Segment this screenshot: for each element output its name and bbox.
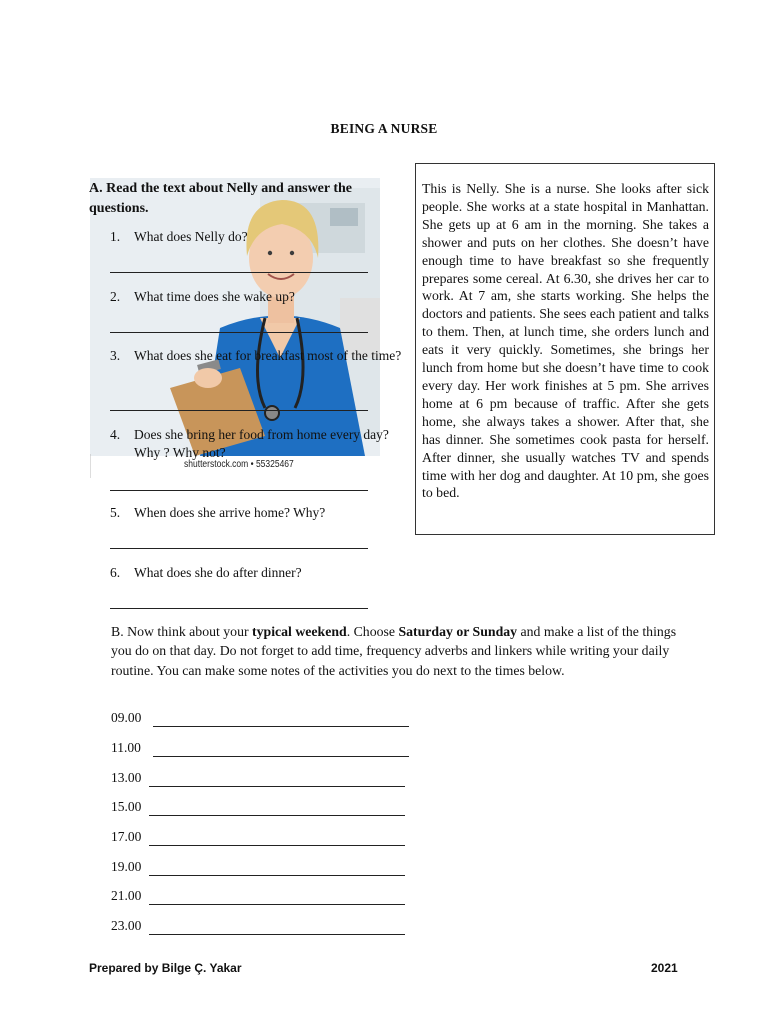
question-number: 2. xyxy=(110,289,121,304)
section-b-text: B. Now think about your xyxy=(111,624,253,639)
answer-line[interactable] xyxy=(110,608,368,609)
time-row xyxy=(111,740,431,760)
time-label: 23.00 xyxy=(111,918,142,933)
time-row xyxy=(111,799,431,819)
section-b-bold: Saturday or Sunday xyxy=(398,624,518,639)
time-label: 11.00 xyxy=(111,740,141,755)
question-number: 1. xyxy=(110,229,121,244)
time-row xyxy=(111,918,431,938)
answer-line[interactable] xyxy=(110,548,368,549)
question-number: 6. xyxy=(110,565,121,580)
time-label: 13.00 xyxy=(111,770,142,785)
section-b-bold: typical weekend xyxy=(252,624,347,639)
question-number: 3. xyxy=(110,348,121,363)
time-row xyxy=(111,859,431,879)
question-text: What does Nelly do? xyxy=(134,229,248,244)
answer-line[interactable] xyxy=(110,332,368,333)
section-a-heading: A. Read the text about Nelly and answer the questions. xyxy=(89,181,353,216)
question-text: What time does she wake up? xyxy=(134,289,295,304)
question-text: When does she arrive home? Why? xyxy=(134,505,326,520)
reading-text-box xyxy=(415,163,715,535)
time-answer-line[interactable] xyxy=(149,845,405,846)
time-answer-line[interactable] xyxy=(153,756,409,757)
time-answer-line[interactable] xyxy=(153,726,409,727)
time-row xyxy=(111,829,431,849)
time-label: 19.00 xyxy=(111,859,142,874)
document-title: BEING A NURSE xyxy=(330,121,438,136)
time-answer-line[interactable] xyxy=(149,815,405,816)
question-text: What does she eat for breakfast most of the time? xyxy=(134,348,402,363)
time-label: 21.00 xyxy=(111,888,142,903)
time-row xyxy=(111,888,431,908)
question-text: What does she do after dinner? xyxy=(134,565,302,580)
time-answer-line[interactable] xyxy=(149,786,405,787)
question-text: Does she bring her food from home every day? Why ? Why not? xyxy=(134,427,389,460)
time-row xyxy=(111,770,431,790)
time-answer-line[interactable] xyxy=(149,875,405,876)
time-row xyxy=(111,710,431,730)
section-b-text: . Choose xyxy=(346,624,399,639)
answer-line[interactable] xyxy=(110,272,368,273)
section-b-text: and make a list of the things you do on that day. Do not forget to add time, frequency adverbs and linkers while writing your daily routine. You can make some notes of the activities you do next to the times below. xyxy=(111,624,677,678)
time-label: 15.00 xyxy=(111,799,142,814)
image-credit: shutterstock.com • 55325467 xyxy=(184,459,294,470)
footer-year: 2021 xyxy=(651,961,678,975)
time-label: 17.00 xyxy=(111,829,142,844)
answer-line[interactable] xyxy=(110,490,368,491)
reading-text: This is Nelly. She is a nurse. She looks after sick people. She works at a state hospital in Manhattan. She gets up at 6 am in the morning. She takes a shower and puts on her clothes. She doesn’t have enough time to have breakfast so she frequently prepares some cereal. At 6.30, she drives her car to work. At 7 am, she starts working. She helps the doctors and patients. She sees each patient and talks to them. Then, at lunch time, she orders lunch and eats it very quickly. Sometimes, she brings her lunch from home but she doesn’t have time to cook every day. Her work finishes at 5 pm. She arrives home at 6 pm because of traffic. After she gets home, she always takes a shower. After that, she has dinner. She sometimes cook pasta for herself. After dinner, she usually watches TV and spends time with her dog and daughter. At 10 pm, she goes to bed. xyxy=(422,181,709,501)
time-answer-line[interactable] xyxy=(149,904,405,905)
time-answer-line[interactable] xyxy=(149,934,405,935)
answer-line[interactable] xyxy=(110,410,368,411)
question-number: 5. xyxy=(110,505,121,520)
question-number: 4. xyxy=(110,427,121,442)
footer-author: Prepared by Bilge Ç. Yakar xyxy=(89,961,242,975)
time-label: 09.00 xyxy=(111,710,142,725)
section-b-instructions xyxy=(111,622,683,680)
